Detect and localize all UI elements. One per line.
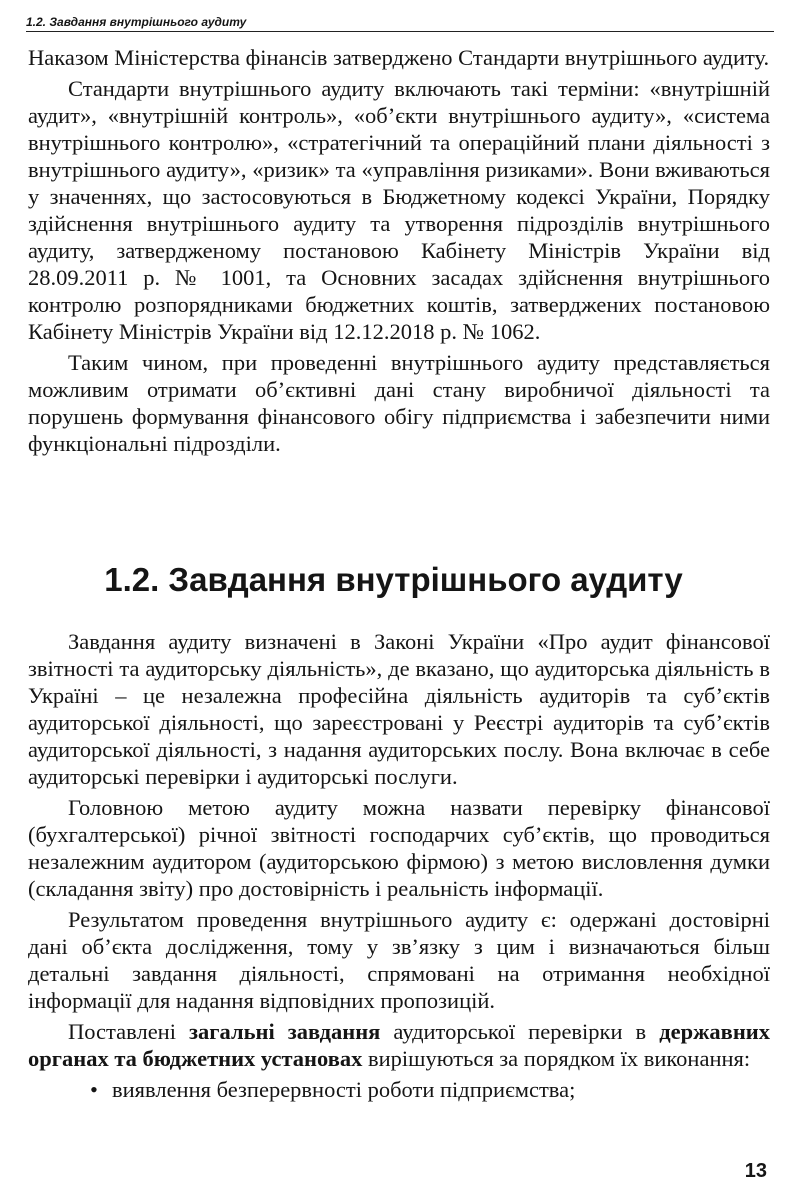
section-text-block bbox=[28, 628, 770, 1103]
paragraph: Таким чином, при проведенні внутрішнього аудиту представляється можливим отримати об’єктивні дані стану виробничої діяльності та порушень формування фінансового обігу підприємства і забезпечити ними функціональні підрозділи. bbox=[28, 350, 770, 456]
list-item bbox=[90, 1076, 770, 1103]
bold-term: державних органах та бюджетних установах bbox=[28, 1019, 770, 1071]
list-item-text: виявлення безперервності роботи підприємства; bbox=[112, 1077, 576, 1102]
page-number: 13 bbox=[744, 1160, 767, 1182]
paragraph: Результатом проведення внутрішнього аудиту є: одержані достовірні дані об’єкта дослідження, тому у зв’язку з цим і визначаються більш детальні завдання діяльності, спрямовані на отримання необхідної інформації для надання відповідних пропозицій. bbox=[28, 907, 770, 1013]
bullet-list bbox=[28, 1076, 770, 1103]
paragraph bbox=[28, 1018, 770, 1072]
top-text-block bbox=[28, 44, 770, 461]
section-title: 1.2. Завдання внутрішнього аудиту bbox=[104, 561, 683, 598]
bullet-icon: • bbox=[90, 1077, 98, 1102]
text-run: Поставлені bbox=[68, 1019, 190, 1044]
paragraph: Стандарти внутрішнього аудиту включають такі терміни: «внутрішній аудит», «внутрішній контроль», «об’єкти внутрішнього аудиту», «система внутрішнього контролю», «стратегічний та операційний плани діяльності з внутрішнього аудиту», «ризик» та «управління ризиками». Вони вживаються у значеннях, що застосовуються в Бюджетному кодексі України, Порядку здійснення внутрішнього аудиту та утворення підрозділів внутрішнього аудиту, затвердженому постановою Кабінету Міністрів України від 28.09.2011 р. № 1001, та Основних засадах здійснення внутрішнього контролю розпорядниками бюджетних коштів, затверджених постановою Кабінету Міністрів України від 12.12.2018 р. № 1062. bbox=[28, 76, 770, 344]
paragraph: Наказом Міністерства фінансів затверджено Стандарти внутрішнього аудиту. bbox=[28, 45, 770, 70]
paragraph: Головною метою аудиту можна назвати перевірку фінансової (бухгалтерської) річної звітності господарчих суб’єктів, що проводиться незалежним аудитором (аудиторською фірмою) з метою висловлення думки (складання звіту) про достовірність і реальність інформації. bbox=[28, 795, 770, 901]
text-run: аудиторської перевірки в bbox=[380, 1019, 660, 1044]
running-header: 1.2. Завдання внутрішнього аудиту bbox=[26, 15, 774, 32]
paragraph: Завдання аудиту визначені в Законі України «Про аудит фінансової звітності та аудиторську діяльність», де вказано, що аудиторська діяльність в Україні – це незалежна професійна діяльність аудиторів та суб’єктів аудиторської діяльності, що зареєстровані у Реєстрі аудиторів та суб’єктів аудиторської діяльності, з надання аудиторських послу. Вона включає в себе аудиторські перевірки і аудиторські послуги. bbox=[28, 629, 770, 789]
text-run: вирішуються за порядком їх виконання: bbox=[362, 1046, 751, 1071]
bold-term: загальні завдання bbox=[189, 1019, 381, 1044]
